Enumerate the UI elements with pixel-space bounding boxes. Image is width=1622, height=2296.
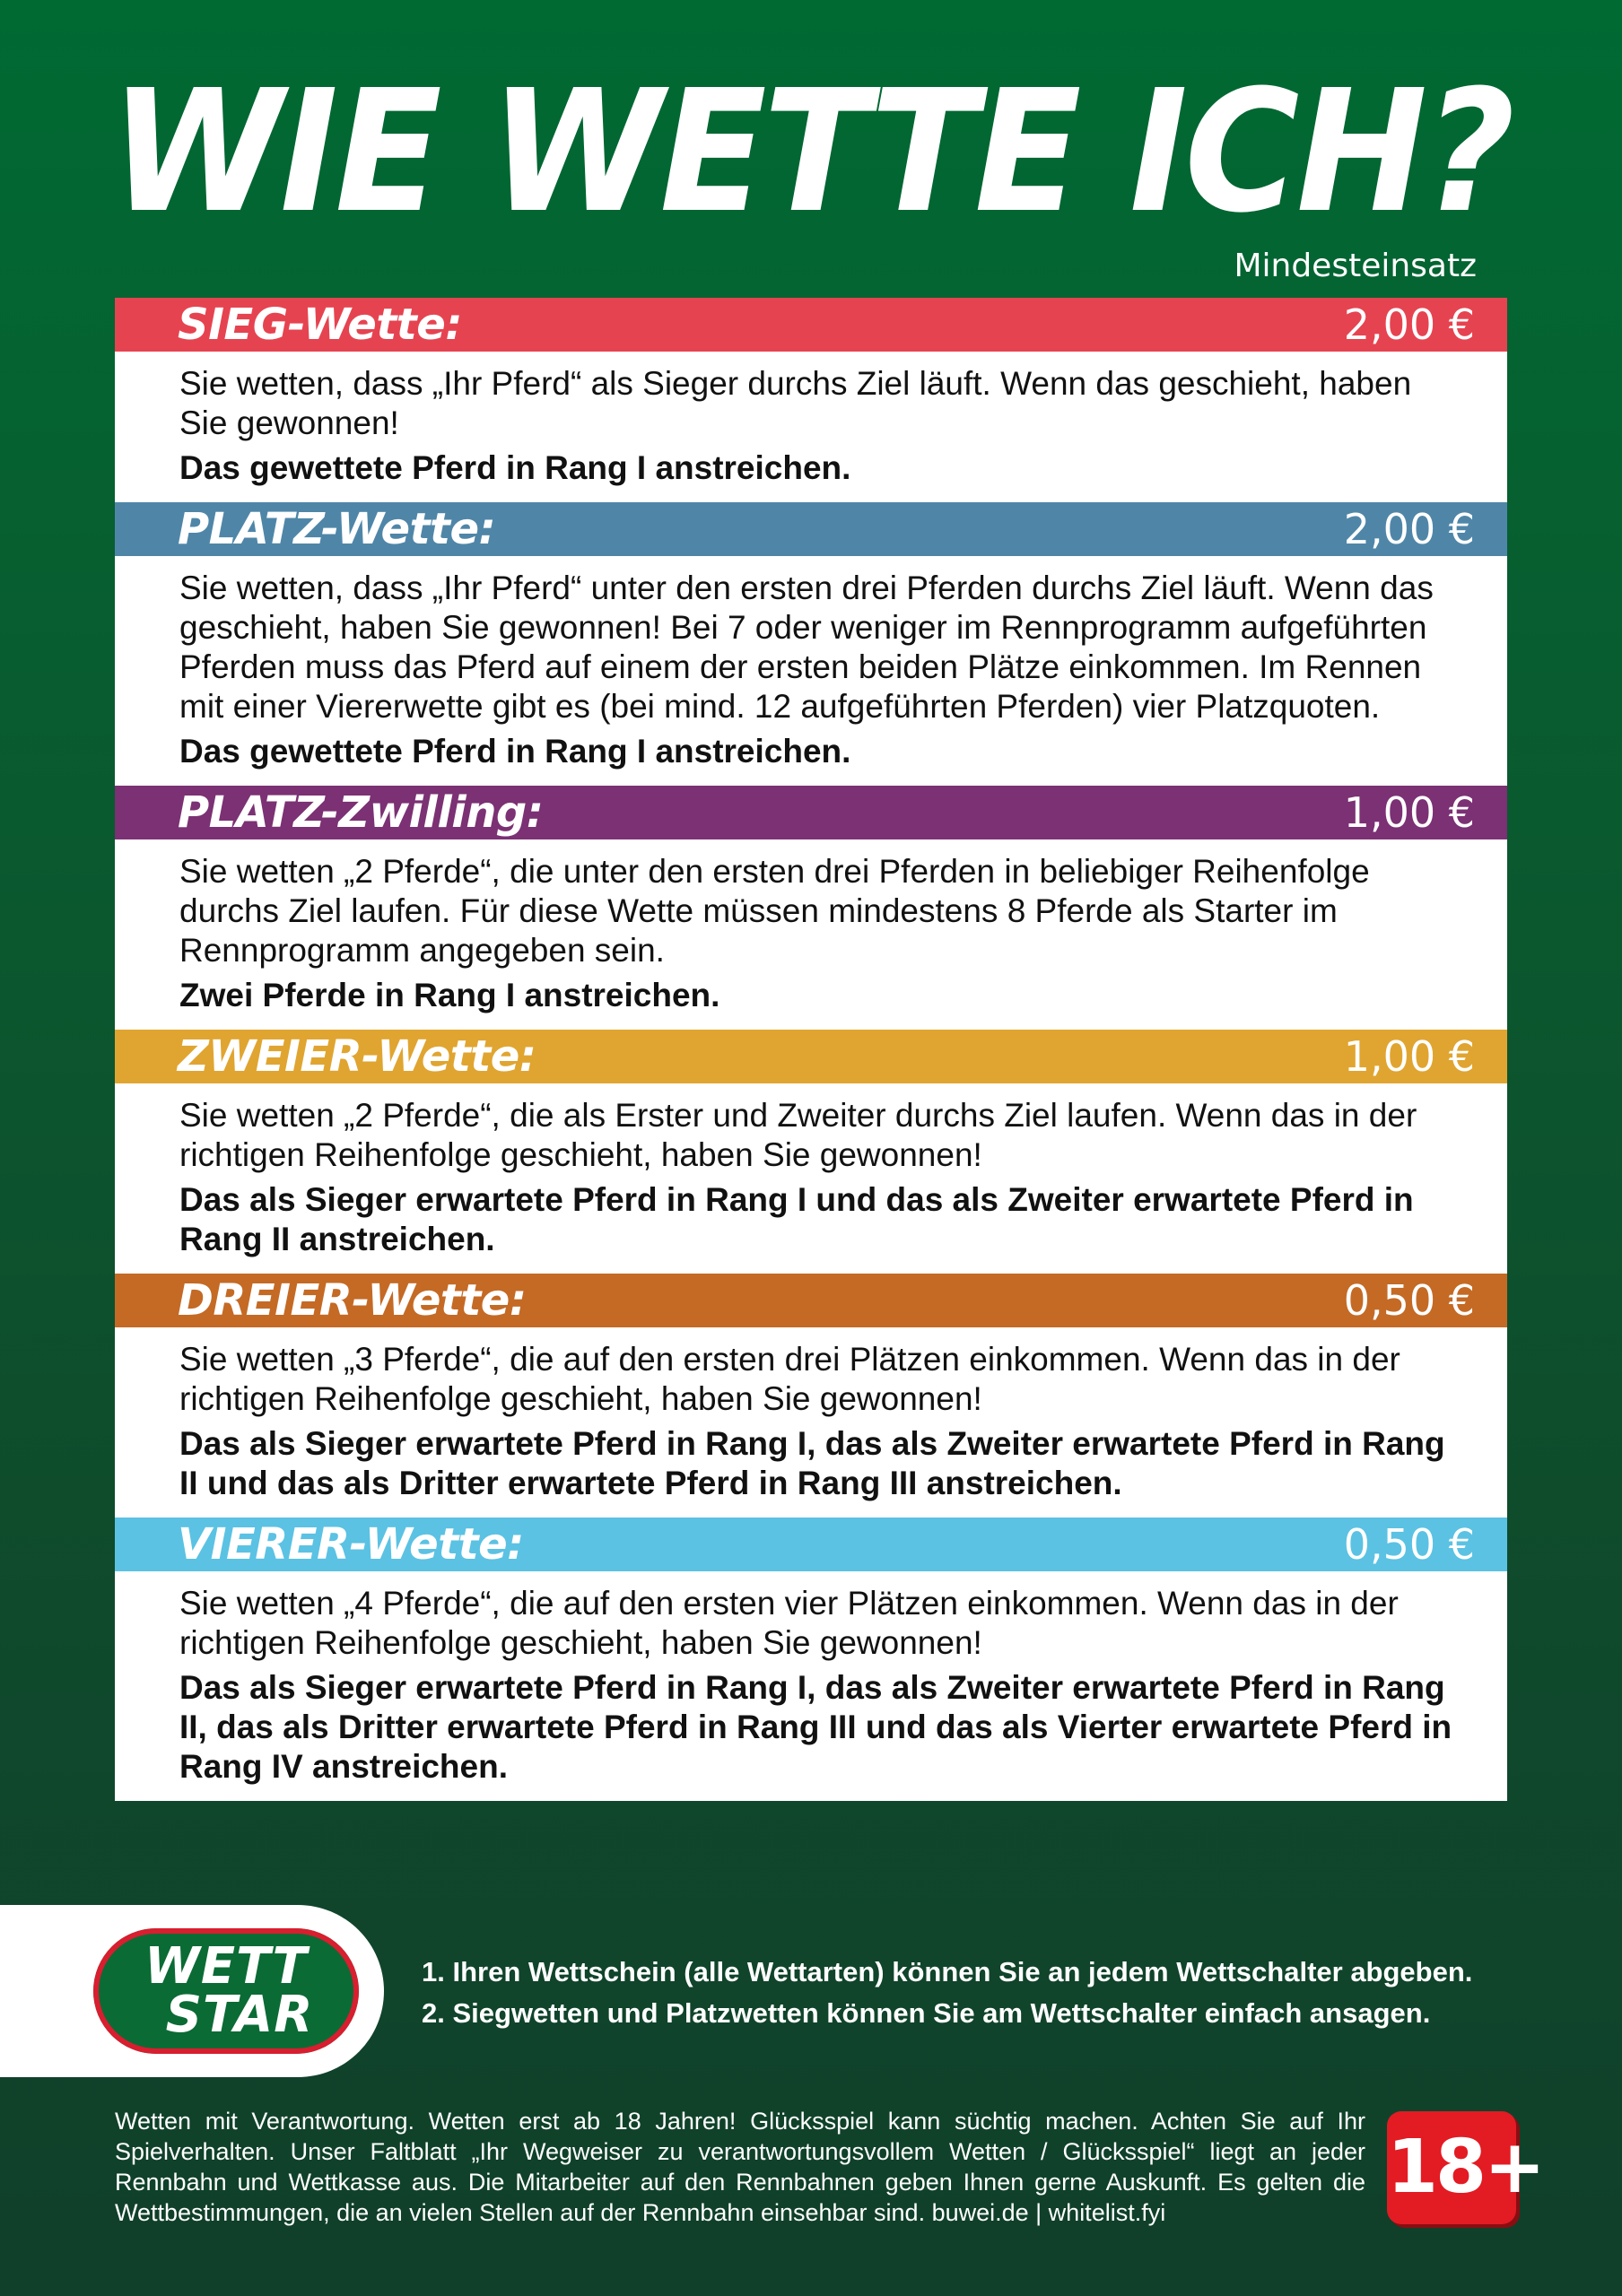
bet-name: PLATZ-Zwilling: [178,787,544,838]
bet-name: DREIER-Wette: [178,1275,527,1326]
bet-min-price: 2,00 € [1343,505,1475,553]
logo-line-2: STAR [165,1986,314,2044]
bet-description: Sie wetten, dass „Ihr Pferd“ unter den ersten drei Pferden durchs Ziel läuft. Wenn das geschieht, haben Sie gewonnen! Bei 7 oder weniger im Rennprogramm aufgeführten Pferden muss das Pferd auf einem der ersten beiden Plätze einkommen. Im Rennen mit einer Viererwette gibt es (bei mind. 12 aufgeführten Pferden) vier Platzquoten. [179,570,1434,725]
bet-min-price: 0,50 € [1343,1520,1475,1569]
page-title: WIE WETTE ICH? [109,54,1513,250]
bet-instruction: Das gewettete Pferd in Rang I anstreichen. [179,733,851,770]
logo-line-1: WETT [144,1937,308,1996]
bet-description: Sie wetten „4 Pferde“, die auf den ersten vier Plätzen einkommen. Wenn das in der richtigen Reihenfolge geschieht, haben Sie gewonnen! [179,1585,1399,1661]
bet-body [115,1571,1507,1801]
responsible-gambling-disclaimer: Wetten mit Verantwortung. Wetten erst ab 18 Jahren! Glücksspiel kann süchtig machen. Achten Sie auf Ihr Spielverhalten. Unser Faltblatt „Ihr Wegweiser zu verantwortungsvollem Wetten / Glücksspiel“ liegt an jeder Rennbahn und Wettkasse aus. Die Mitarbeiter auf den Rennbahnen geben Ihnen gerne Auskunft. Es gelten die Wettbestimmungen, die an vielen Stellen auf der Rennbahn einsehbar sind. buwei.de | whitelist.fyi [115,2108,1365,2226]
bet-section [115,1518,1507,1801]
wettstar-logo [93,1928,359,2054]
bet-header-bar [115,786,1507,839]
bet-body [115,839,1507,1030]
bet-instruction: Das als Sieger erwartete Pferd in Rang I, das als Zweiter erwartete Pferd in Rang II, das als Dritter erwartete Pferd in Rang III und das als Vierter erwartete Pferd in Rang IV anstreichen. [179,1669,1452,1785]
bet-section [115,502,1507,786]
bet-header-bar [115,1518,1507,1571]
bet-body [115,556,1507,786]
bet-types-panel [115,298,1507,1801]
note-item: 1. Ihren Wettschein (alle Wettarten) können Sie an jedem Wettschalter abgeben. [422,1956,1473,1987]
bet-header-bar [115,1274,1507,1327]
bet-body [115,1083,1507,1274]
bet-section [115,1030,1507,1274]
bet-min-price: 1,00 € [1343,788,1475,837]
bet-body [115,1327,1507,1518]
bet-section [115,786,1507,1030]
bet-name: ZWEIER-Wette: [178,1031,536,1082]
bet-description: Sie wetten „3 Pferde“, die auf den ersten drei Plätzen einkommen. Wenn das in der richtigen Reihenfolge geschieht, haben Sie gewonnen! [179,1341,1400,1417]
bet-min-price: 0,50 € [1343,1276,1475,1325]
bet-min-price: 1,00 € [1343,1032,1475,1081]
bet-instruction: Das gewettete Pferd in Rang I anstreichen. [179,449,851,486]
bet-name: VIERER-Wette: [178,1519,524,1570]
bet-header-bar [115,502,1507,556]
betting-notes [422,1952,1498,2034]
bet-instruction: Das als Sieger erwartete Pferd in Rang I, das als Zweiter erwartete Pferd in Rang II und das als Dritter erwartete Pferd in Rang III anstreichen. [179,1425,1445,1501]
bet-name: SIEG-Wette: [178,300,462,350]
age-restriction-badge: 18+ [1387,2111,1516,2224]
bet-description: Sie wetten „2 Pferde“, die als Erster und Zweiter durchs Ziel laufen. Wenn das in der richtigen Reihenfolge geschieht, haben Sie gewonnen! [179,1097,1417,1173]
bet-section [115,298,1507,502]
bet-instruction: Das als Sieger erwartete Pferd in Rang I und das als Zweiter erwartete Pferd in Rang II anstreichen. [179,1181,1414,1257]
bet-name: PLATZ-Wette: [178,504,496,554]
bet-min-price: 2,00 € [1343,300,1475,349]
min-stake-label: Mindesteinsatz [1234,248,1477,284]
bet-instruction: Zwei Pferde in Rang I anstreichen. [179,977,720,1013]
bet-section [115,1274,1507,1518]
bet-description: Sie wetten, dass „Ihr Pferd“ als Sieger durchs Ziel läuft. Wenn das geschieht, haben Sie gewonnen! [179,365,1412,441]
bet-header-bar [115,298,1507,352]
bet-description: Sie wetten „2 Pferde“, die unter den ersten drei Pferden in beliebiger Reihenfolge durchs Ziel laufen. Für diese Wette müssen mindestens 8 Pferde als Starter im Rennprogramm angegeben sein. [179,853,1370,969]
bet-body [115,352,1507,502]
note-item: 2. Siegwetten und Platzwetten können Sie am Wettschalter einfach ansagen. [422,1997,1431,2029]
bet-header-bar [115,1030,1507,1083]
